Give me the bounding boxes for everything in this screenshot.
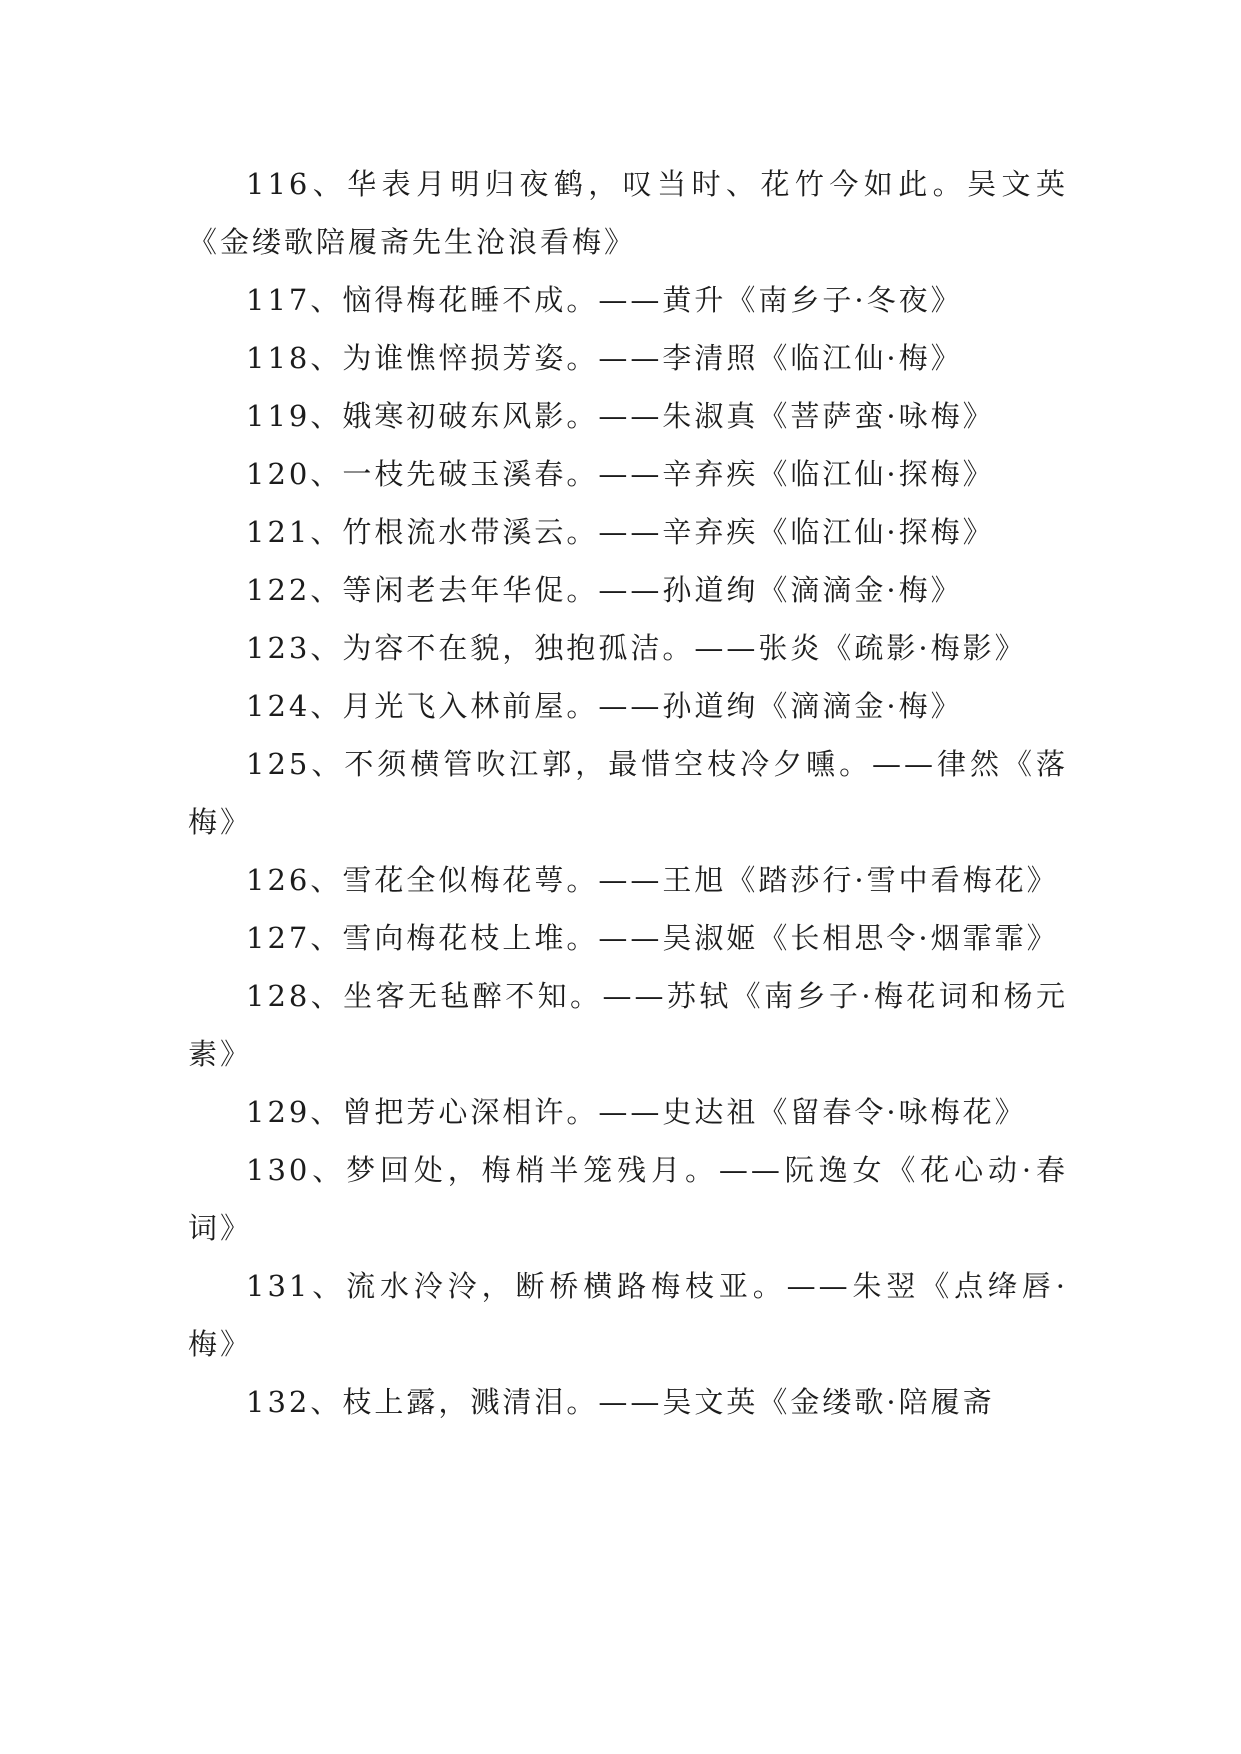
list-item: 124、月光飞入林前屋。——孙道绚《滴滴金·梅》 bbox=[246, 689, 963, 723]
list-item: 126、雪花全似梅花萼。——王旭《踏莎行·雪中看梅花》 bbox=[246, 863, 1059, 897]
list-item: 118、为谁憔悴损芳姿。——李清照《临江仙·梅》 bbox=[246, 341, 963, 375]
list-item: 130、梦回处，梅梢半笼残月。——阮逸女《花心动·春词》 bbox=[188, 1153, 1068, 1245]
list-item: 117、恼得梅花睡不成。——黄升《南乡子·冬夜》 bbox=[246, 283, 963, 317]
poem-lines-list bbox=[188, 155, 1068, 1431]
list-item: 120、一枝先破玉溪春。——辛弃疾《临江仙·探梅》 bbox=[246, 457, 995, 491]
list-item: 119、娥寒初破东风影。——朱淑真《菩萨蛮·咏梅》 bbox=[246, 399, 995, 433]
list-item: 128、坐客无毡醉不知。——苏轼《南乡子·梅花词和杨元素》 bbox=[188, 979, 1068, 1071]
list-item: 129、曾把芳心深相许。——史达祖《留春令·咏梅花》 bbox=[246, 1095, 1027, 1129]
list-item: 131、流水泠泠，断桥横路梅枝亚。——朱翌《点绛唇·梅》 bbox=[188, 1269, 1068, 1361]
list-item: 132、枝上露，溅清泪。——吴文英《金缕歌·陪履斋 bbox=[246, 1385, 995, 1419]
list-item: 125、不须横管吹江郭，最惜空枝冷夕曛。——律然《落梅》 bbox=[188, 747, 1068, 839]
list-item: 121、竹根流水带溪云。——辛弃疾《临江仙·探梅》 bbox=[246, 515, 995, 549]
list-item: 127、雪向梅花枝上堆。——吴淑姬《长相思令·烟霏霏》 bbox=[246, 921, 1059, 955]
list-item: 122、等闲老去年华促。——孙道绚《滴滴金·梅》 bbox=[246, 573, 963, 607]
list-item: 116、华表月明归夜鹤，叹当时、花竹今如此。吴文英《金缕歌陪履斋先生沧浪看梅》 bbox=[188, 167, 1068, 259]
list-item: 123、为容不在貌，独抱孤洁。——张炎《疏影·梅影》 bbox=[246, 631, 1027, 665]
